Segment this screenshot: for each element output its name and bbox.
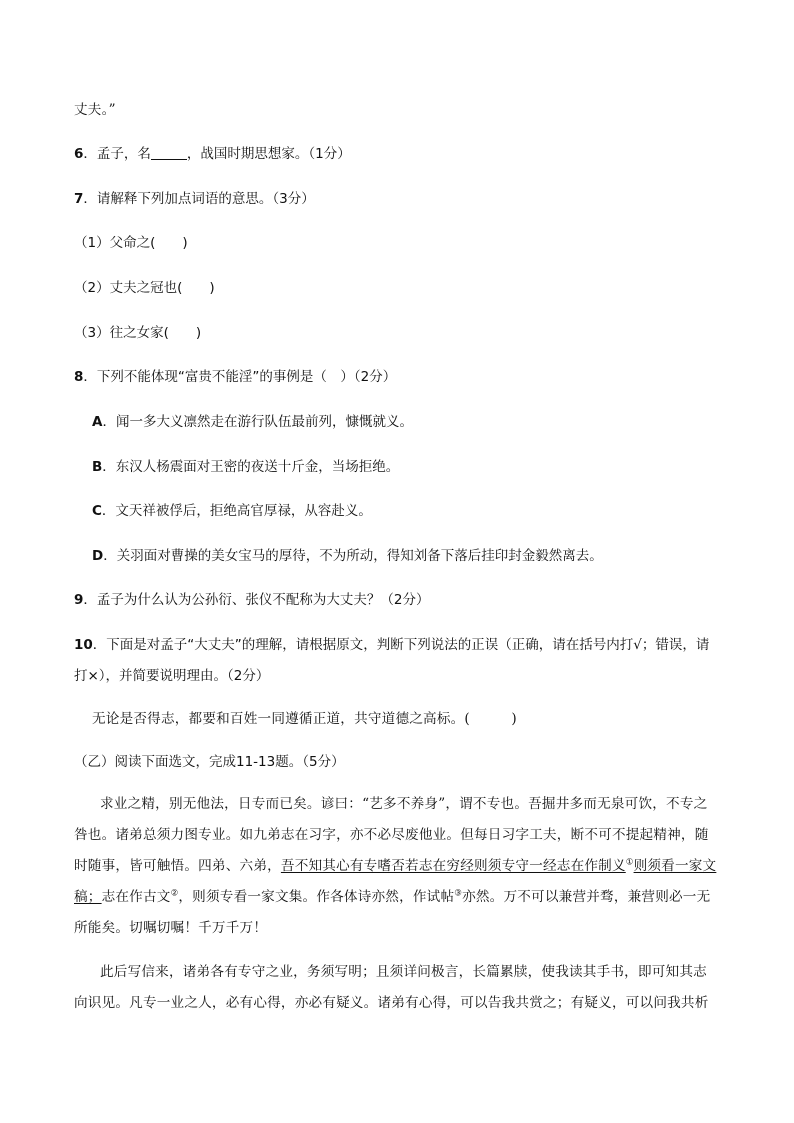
question-8 xyxy=(74,367,396,387)
q8-option-d-text: ．关羽面对曹操的美女宝马的厚待，不为所动，得知刘备下落后挂印封金毅然离去。 xyxy=(103,548,603,564)
q8-option-a[interactable] xyxy=(92,412,413,432)
q10-line2: 打×），并简要说明理由。（2分） xyxy=(74,668,270,684)
part-b-heading: （乙）阅读下面选文，完成11-13题。（5分） xyxy=(74,754,345,770)
q7-item-2[interactable]: （2）丈夫之冠也( ) xyxy=(74,280,215,296)
passage-p1-line1: 求业之精，别无他法，日专而已矣。谚曰：“艺多不养身”，谓不专也。吾掘井多而无泉可饮，不专之 xyxy=(100,796,708,812)
footnote-marker-2: ② xyxy=(170,888,179,899)
footnote-marker-3: ③ xyxy=(454,888,463,899)
q8-option-b-text: ．东汉人杨震面对王密的夜送十斤金，当场拒绝。 xyxy=(102,459,400,475)
passage-p1-line4 xyxy=(74,887,710,907)
q8-option-c[interactable] xyxy=(92,501,372,521)
question-10 xyxy=(74,635,709,655)
passage-p1-line3 xyxy=(74,856,716,876)
q8-option-c-label: C xyxy=(92,503,102,519)
q7-text: ．请解释下列加点词语的意思。（3分） xyxy=(83,191,315,207)
q8-text: ．下列不能体现“富贵不能淫”的事例是（ ）（2分） xyxy=(83,369,397,385)
p1-line4-text-c: 亦然。万不可以兼营并骛，兼营则必一无 xyxy=(462,889,711,905)
q9-number: 9 xyxy=(74,592,84,608)
q6-blank[interactable] xyxy=(151,145,187,160)
p1-line4-text-a: 志在作古文 xyxy=(101,889,171,905)
q8-number: 8 xyxy=(74,369,84,385)
q8-option-a-label: A xyxy=(92,414,103,430)
footnote-marker-1: ① xyxy=(625,857,634,868)
q10-line1: ．下面是对孟子“大丈夫”的理解，请根据原文，判断下列说法的正误（正确，请在括号内打√；错误，请 xyxy=(92,637,710,653)
p1-line3-underlined-2: 则须看一家文 xyxy=(633,858,717,874)
q9-text: ．孟子为什么认为公孙衍、张仪不配称为大丈夫？（2分） xyxy=(83,592,430,608)
question-6 xyxy=(74,144,351,164)
q7-number: 7 xyxy=(74,191,84,207)
q8-option-b-label: B xyxy=(92,459,103,475)
q7-item-1[interactable]: （1）父命之( ) xyxy=(74,235,188,251)
q10-number: 10 xyxy=(74,637,93,653)
question-9 xyxy=(74,590,430,610)
q10-statement[interactable]: 无论是否得志，都要和百姓一同遵循正道，共守道德之高标。( ) xyxy=(92,711,517,727)
question-7 xyxy=(74,189,315,209)
p1-line3-underlined: 吾不知其心有专嗜否若志在穷经则须专守一经志在作制义 xyxy=(280,858,626,874)
q8-option-c-text: ．文天祥被俘后，拒绝高官厚禄，从容赴义。 xyxy=(101,503,372,519)
q6-post: ，战国时期思想家。（1分） xyxy=(186,146,351,162)
prev-tail: 丈夫。” xyxy=(74,102,116,118)
p1-line4-text-b: ，则须专看一家文集。作各体诗亦然，作试帖 xyxy=(178,889,455,905)
q6-number: 6 xyxy=(74,146,84,162)
q6-pre: ．孟子，名 xyxy=(83,146,151,162)
p1-line3-text: 时随事，皆可触悟。四弟、六弟， xyxy=(74,858,281,874)
passage-p2-line1: 此后写信来，诸弟各有专守之业，务须写明；且须详问极言，长篇累牍，使我读其手书，即可知其志 xyxy=(100,964,707,980)
q8-option-d-label: D xyxy=(92,548,104,564)
q8-option-b[interactable] xyxy=(92,457,399,477)
passage-p1-line2: 咎也。诸弟总须力图专业。如九弟志在习字，亦不必尽废他业。但每日习字工夫，断不可不提起精神，随 xyxy=(74,827,709,843)
q8-option-a-text: ．闻一多大义凛然走在游行队伍最前列，慷慨就义。 xyxy=(102,414,413,430)
passage-p2-line2: 向识见。凡专一业之人，必有心得，亦必有疑义。诸弟有心得，可以告我共赏之；有疑义，可以问我共析 xyxy=(74,995,709,1011)
q8-option-d[interactable] xyxy=(92,546,603,566)
q7-item-3[interactable]: （3）往之女家( ) xyxy=(74,325,202,341)
passage-p1-line5: 所能矣。切嘱切嘱！千万千万！ xyxy=(74,920,268,936)
p1-line4-underlined: 稿； xyxy=(74,889,102,905)
